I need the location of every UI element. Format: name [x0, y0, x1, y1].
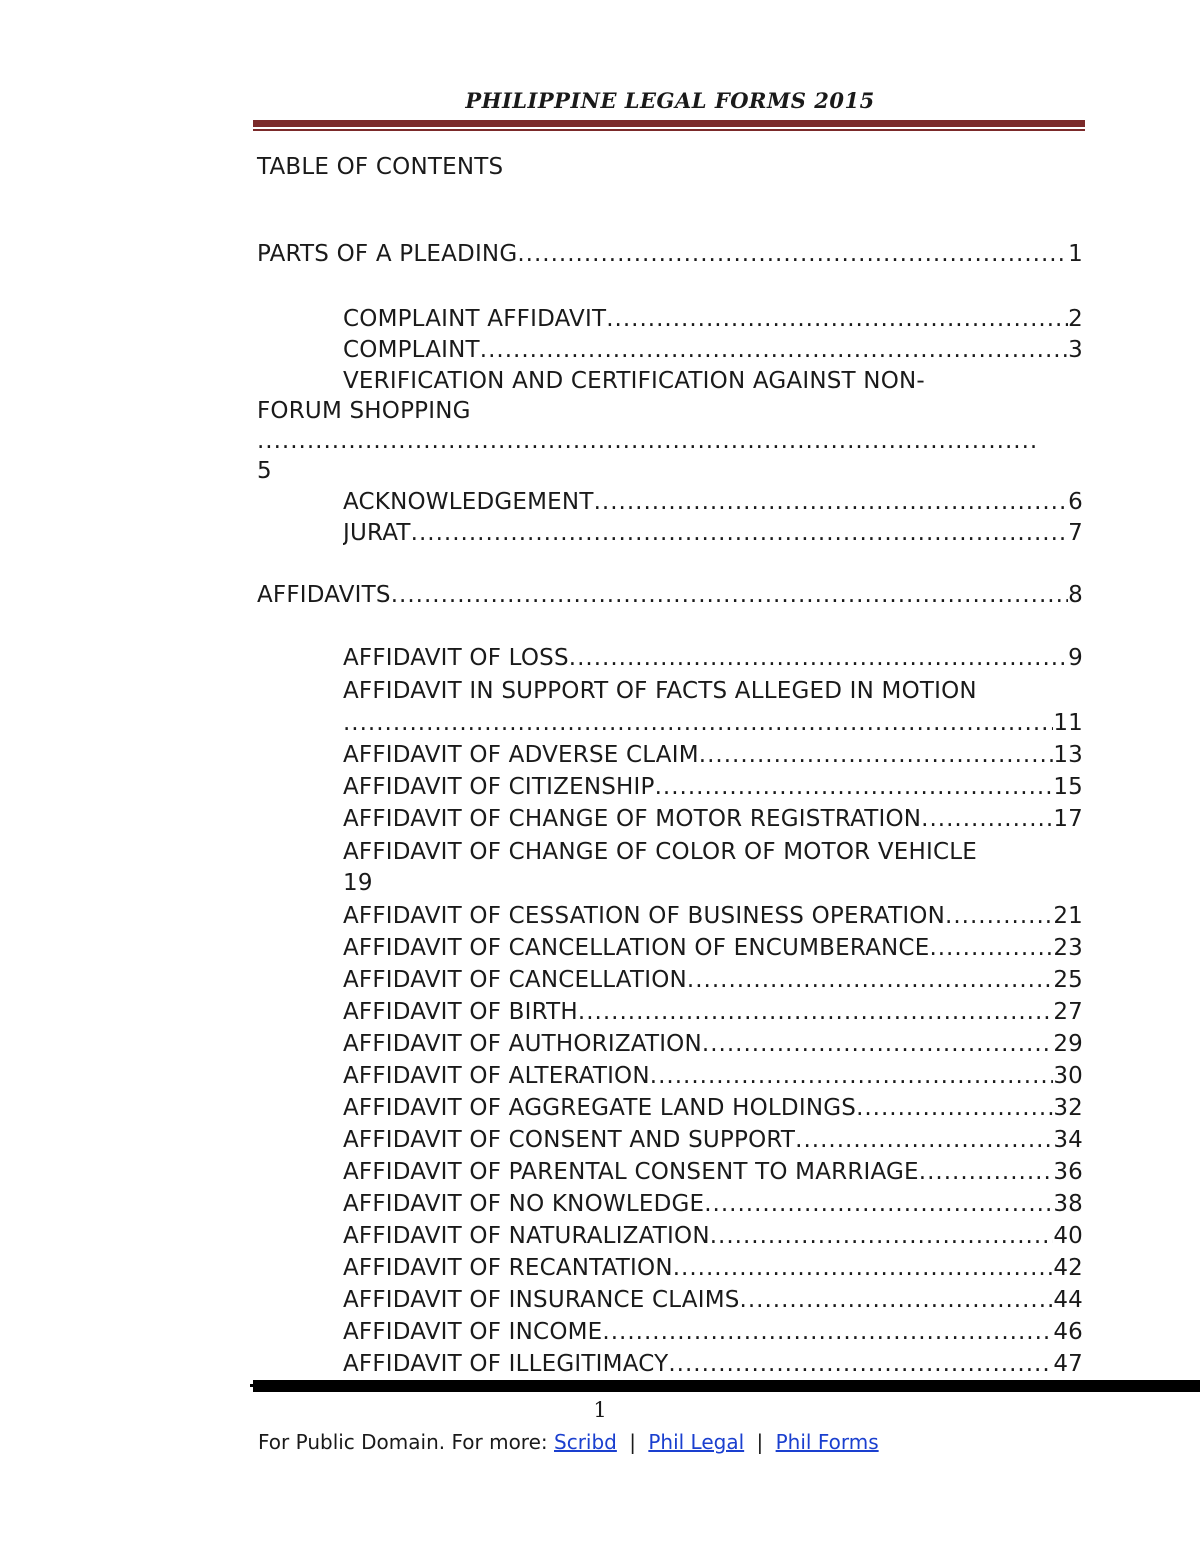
- toc-entry-page: 40: [1053, 1223, 1083, 1249]
- toc-entry-acknowledgement[interactable]: [343, 487, 1083, 517]
- footer-rule: [253, 1380, 1200, 1392]
- toc-entry-page: 30: [1053, 1063, 1083, 1089]
- toc-entry-title: AFFIDAVIT OF CONSENT AND SUPPORT: [343, 1127, 796, 1153]
- toc-entry-verification-leader: ..............................................................................................: [257, 428, 1039, 454]
- toc-entry-illegitimacy[interactable]: [343, 1349, 1083, 1379]
- toc-entry-title: AFFIDAVIT OF NATURALIZATION: [343, 1223, 710, 1249]
- toc-leader: [929, 933, 1053, 963]
- toc-entry-loss[interactable]: [343, 643, 1083, 673]
- toc-leader: [919, 1157, 1054, 1187]
- toc-entry-page: 8: [1068, 582, 1083, 608]
- toc-entry-title: AFFIDAVIT OF CANCELLATION OF ENCUMBERANCE: [343, 935, 930, 961]
- toc-entry-verification-line2[interactable]: FORUM SHOPPING: [257, 398, 471, 424]
- toc-leader: [569, 643, 1068, 673]
- toc-entry-page: 15: [1053, 774, 1083, 800]
- toc-leader: [480, 335, 1068, 365]
- toc-entry-title: AFFIDAVIT OF CHANGE OF MOTOR REGISTRATION: [343, 806, 922, 832]
- toc-entry-complaint[interactable]: [343, 335, 1083, 365]
- toc-leader: [343, 708, 1053, 738]
- toc-leader: [699, 740, 1054, 770]
- toc-entry-title: AFFIDAVIT OF CANCELLATION: [343, 967, 687, 993]
- toc-entry-page: 47: [1053, 1351, 1083, 1377]
- toc-entry-page: 42: [1053, 1255, 1083, 1281]
- toc-leader: [517, 239, 1068, 269]
- toc-entry-authorization[interactable]: [343, 1029, 1083, 1059]
- toc-leader: [921, 804, 1053, 834]
- toc-leader: [655, 772, 1054, 802]
- toc-entry-page: 11: [1053, 710, 1083, 736]
- toc-entry-title: JURAT: [343, 520, 411, 546]
- footer: [258, 1430, 879, 1454]
- toc-leader: [578, 997, 1053, 1027]
- toc-leader: [687, 965, 1053, 995]
- toc-leader: [391, 580, 1068, 610]
- toc-leader: [606, 304, 1068, 334]
- header-rule-thick: [253, 120, 1085, 127]
- toc-entry-naturalization[interactable]: [343, 1221, 1083, 1251]
- toc-entry-page: 32: [1053, 1095, 1083, 1121]
- toc-entry-page: 46: [1053, 1319, 1083, 1345]
- toc-entry-support-line1[interactable]: AFFIDAVIT IN SUPPORT OF FACTS ALLEGED IN MOTION: [343, 678, 977, 704]
- toc-entry-color-page: 19: [343, 870, 373, 896]
- toc-entry-page: 25: [1053, 967, 1083, 993]
- toc-entry-page: 3: [1068, 337, 1083, 363]
- toc-entry-title: AFFIDAVIT OF CESSATION OF BUSINESS OPERATION: [343, 903, 946, 929]
- footer-separator: |: [629, 1430, 636, 1454]
- toc-entry-title: AFFIDAVIT OF NO KNOWLEDGE: [343, 1191, 705, 1217]
- toc-leader: [740, 1285, 1054, 1315]
- toc-leader: [702, 1029, 1053, 1059]
- toc-leader: [704, 1189, 1053, 1219]
- toc-heading: TABLE OF CONTENTS: [257, 154, 504, 180]
- toc-leader: [945, 901, 1053, 931]
- toc-entry-complaint-affidavit[interactable]: [343, 304, 1083, 334]
- toc-entry-page: 2: [1068, 306, 1083, 332]
- toc-entry-title: COMPLAINT: [343, 337, 480, 363]
- toc-leader: [668, 1349, 1053, 1379]
- toc-entry-title: ACKNOWLEDGEMENT: [343, 489, 594, 515]
- toc-entry-page: 1: [1068, 241, 1083, 267]
- toc-entry-verification-page: 5: [257, 458, 272, 484]
- toc-entry-birth[interactable]: [343, 997, 1083, 1027]
- toc-entry-page: 34: [1053, 1127, 1083, 1153]
- toc-entry-title: PARTS OF A PLEADING: [257, 241, 518, 267]
- toc-entry-title: AFFIDAVITS: [257, 582, 391, 608]
- toc-entry-page: 44: [1053, 1287, 1083, 1313]
- toc-entry-title: AFFIDAVIT OF ADVERSE CLAIM: [343, 742, 699, 768]
- footer-separator: |: [756, 1430, 764, 1454]
- toc-entry-citizenship[interactable]: [343, 772, 1083, 802]
- toc-entry-motor-registration[interactable]: [343, 804, 1083, 834]
- toc-entry-jurat[interactable]: [343, 518, 1083, 548]
- header-title: PHILIPPINE LEGAL FORMS 2015: [465, 88, 875, 113]
- toc-entry-title: AFFIDAVIT OF BIRTH: [343, 999, 578, 1025]
- toc-entry-page: 7: [1068, 520, 1083, 546]
- toc-entry-color-line1[interactable]: AFFIDAVIT OF CHANGE OF COLOR OF MOTOR VEHICLE: [343, 839, 978, 865]
- toc-entry-title: AFFIDAVIT OF ILLEGITIMACY: [343, 1351, 669, 1377]
- toc-entry-parental-consent[interactable]: [343, 1157, 1083, 1187]
- toc-leader: [673, 1253, 1054, 1283]
- toc-entry-page: 13: [1053, 742, 1083, 768]
- toc-entry-no-knowledge[interactable]: [343, 1189, 1083, 1219]
- toc-entry-page: 38: [1053, 1191, 1083, 1217]
- footer-link-scribd[interactable]: Scribd: [554, 1430, 617, 1454]
- toc-leader: [856, 1093, 1053, 1123]
- toc-entry-income[interactable]: [343, 1317, 1083, 1347]
- toc-entry-page: 29: [1053, 1031, 1083, 1057]
- toc-entry-page: 9: [1068, 645, 1083, 671]
- toc-entry-title: AFFIDAVIT OF INCOME: [343, 1319, 603, 1345]
- footer-link-phil-forms[interactable]: Phil Forms: [775, 1430, 879, 1454]
- toc-entry-alteration[interactable]: [343, 1061, 1083, 1091]
- toc-entry-title: AFFIDAVIT OF ALTERATION: [343, 1063, 650, 1089]
- toc-entry-title: AFFIDAVIT OF AGGREGATE LAND HOLDINGS: [343, 1095, 857, 1121]
- footer-link-phil-legal[interactable]: Phil Legal: [648, 1430, 745, 1454]
- footer-prefix: For Public Domain. For more:: [258, 1430, 548, 1454]
- toc-leader: [650, 1061, 1054, 1091]
- toc-entry-title: COMPLAINT AFFIDAVIT: [343, 306, 607, 332]
- toc-entry-title: AFFIDAVIT OF INSURANCE CLAIMS: [343, 1287, 740, 1313]
- header-rule-thin: [253, 129, 1085, 131]
- toc-entry-page: 17: [1053, 806, 1083, 832]
- page-number: 1: [593, 1398, 607, 1422]
- toc-entry-adverse-claim[interactable]: [343, 740, 1083, 770]
- toc-entry-consent-support[interactable]: [343, 1125, 1083, 1155]
- toc-entry-page: 23: [1053, 935, 1083, 961]
- toc-entry-title: AFFIDAVIT OF LOSS: [343, 645, 569, 671]
- toc-entry-page: 6: [1068, 489, 1083, 515]
- toc-entry-title: AFFIDAVIT OF AUTHORIZATION: [343, 1031, 702, 1057]
- toc-entry-verification-line1[interactable]: VERIFICATION AND CERTIFICATION AGAINST NON-: [343, 368, 925, 394]
- toc-entry-page: 27: [1053, 999, 1083, 1025]
- toc-entry-encumberance[interactable]: [343, 933, 1083, 963]
- toc-entry-cessation[interactable]: [343, 901, 1083, 931]
- toc-entry-page: 36: [1053, 1159, 1083, 1185]
- toc-entry-support-line2[interactable]: [343, 708, 1083, 738]
- toc-entry-parts-of-pleading[interactable]: [257, 239, 1083, 269]
- toc-entry-page: 21: [1053, 903, 1083, 929]
- toc-entry-title: AFFIDAVIT OF CITIZENSHIP: [343, 774, 655, 800]
- toc-leader: [411, 518, 1068, 548]
- toc-leader: [710, 1221, 1054, 1251]
- toc-leader: [795, 1125, 1053, 1155]
- toc-entry-cancellation[interactable]: [343, 965, 1083, 995]
- toc-leader: [594, 487, 1069, 517]
- toc-entry-recantation[interactable]: [343, 1253, 1083, 1283]
- toc-leader: [602, 1317, 1053, 1347]
- toc-entry-aggregate-land[interactable]: [343, 1093, 1083, 1123]
- toc-entry-title: AFFIDAVIT OF PARENTAL CONSENT TO MARRIAGE: [343, 1159, 919, 1185]
- toc-entry-affidavits[interactable]: [257, 580, 1083, 610]
- toc-entry-title: AFFIDAVIT OF RECANTATION: [343, 1255, 673, 1281]
- toc-entry-insurance-claims[interactable]: [343, 1285, 1083, 1315]
